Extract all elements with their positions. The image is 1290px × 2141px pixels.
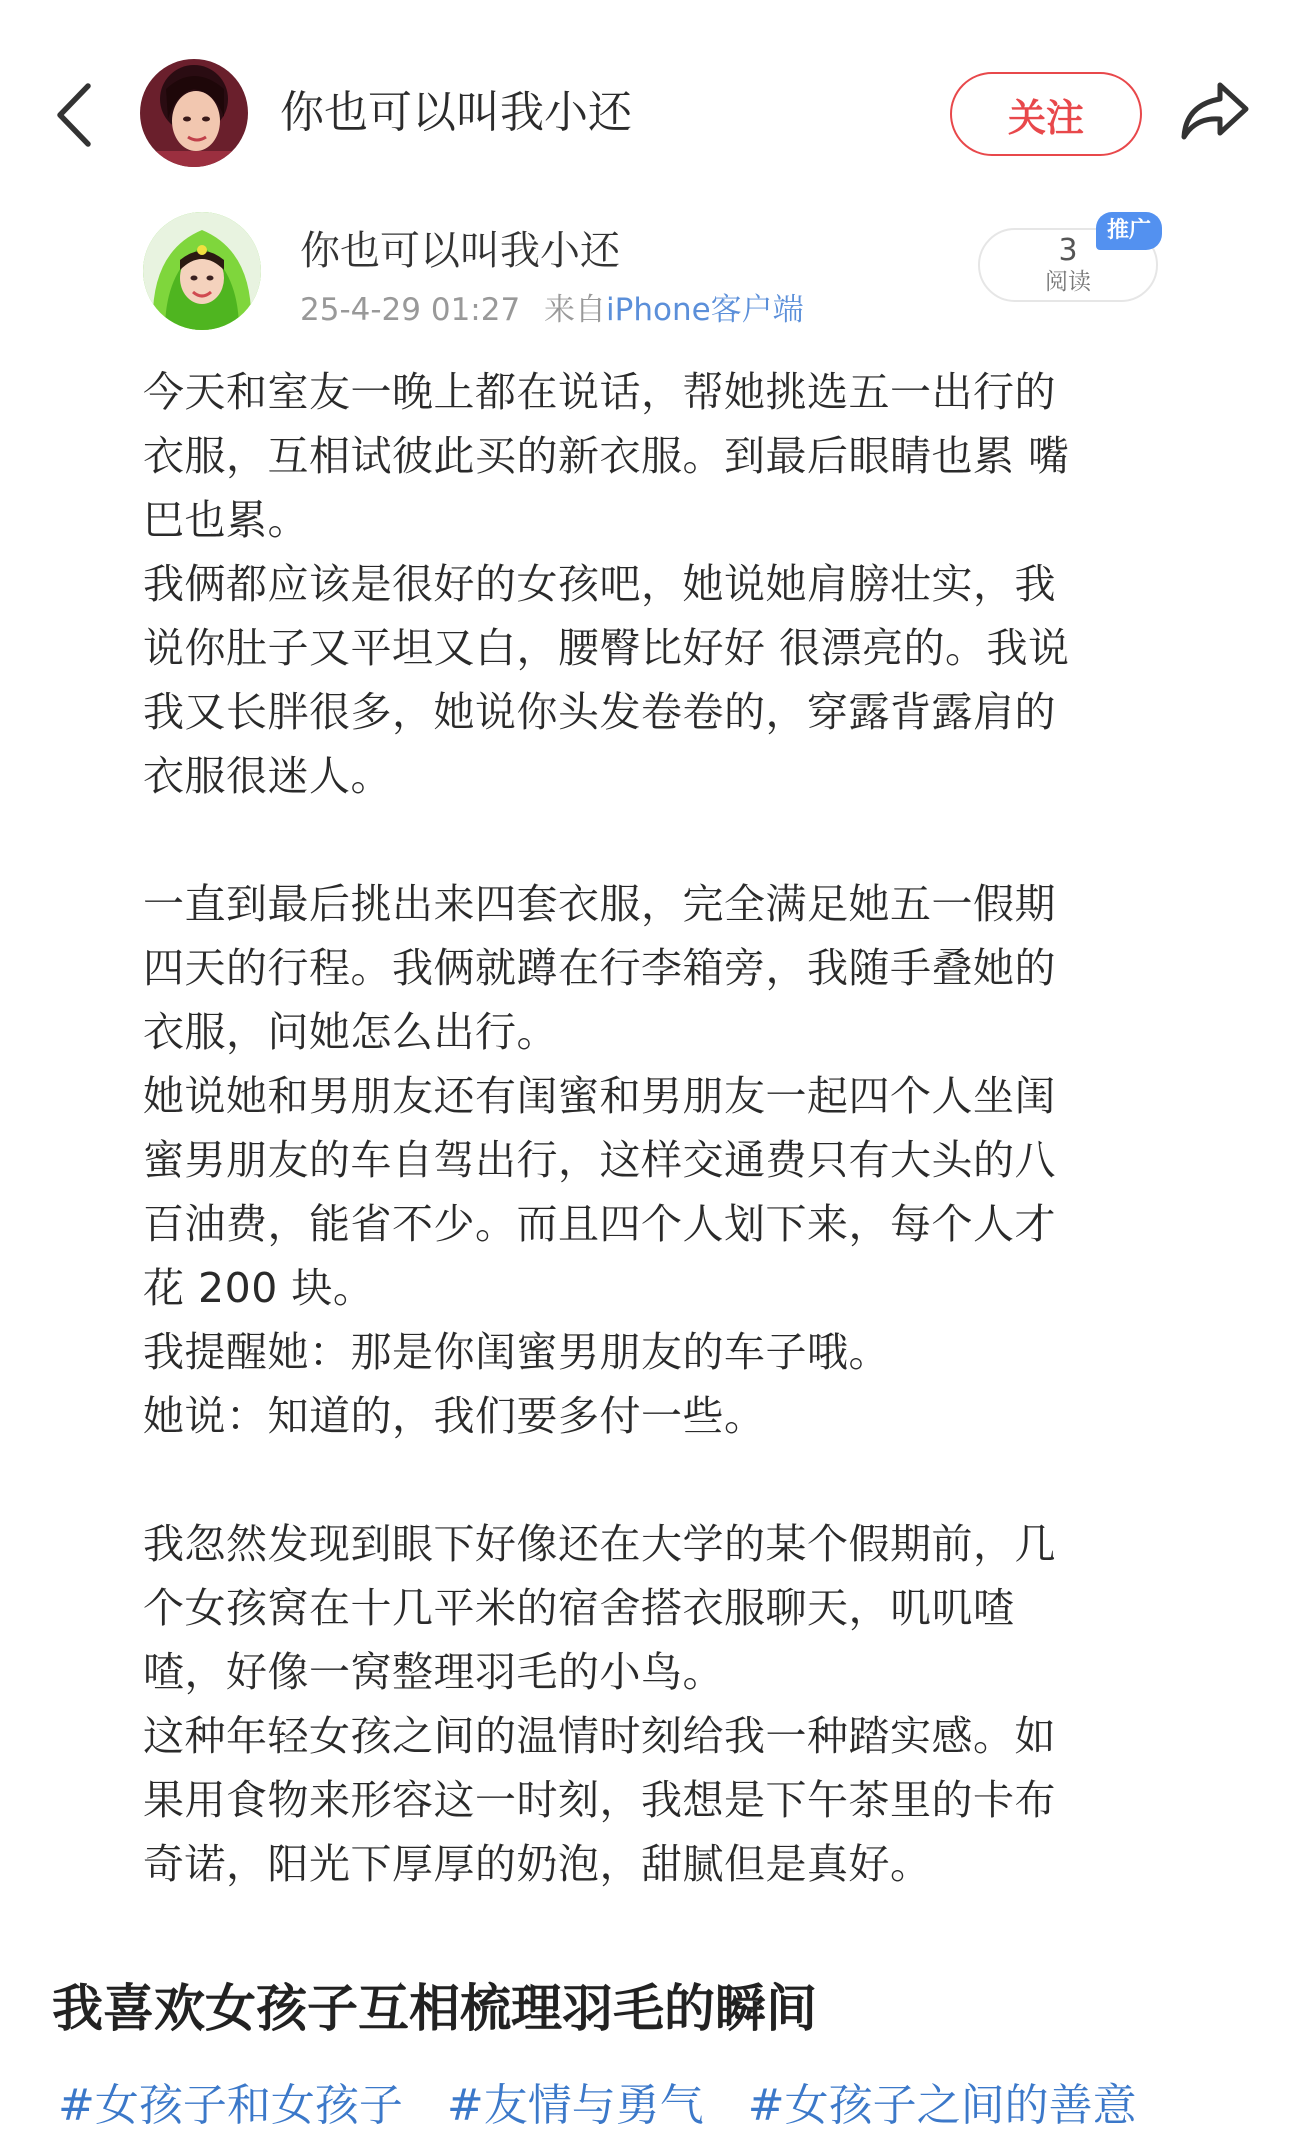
post-timestamp: 25-4-29 01:27 bbox=[300, 292, 521, 328]
share-button[interactable] bbox=[1178, 75, 1252, 149]
follow-button[interactable]: 关注 bbox=[950, 72, 1142, 156]
read-label: 阅读 bbox=[1045, 269, 1091, 295]
post-body bbox=[143, 360, 1148, 1896]
top-nav-bar bbox=[0, 0, 1290, 220]
author-name[interactable]: 你也可以叫我小还 bbox=[300, 228, 620, 274]
hashtag-link[interactable]: #女孩子之间的善意 bbox=[747, 2080, 1137, 2131]
post-paragraph: 今天和室友一晚上都在说话，帮她挑选五一出行的 衣服，互相试彼此买的新衣服。到最后眼睛也累 嘴 巴也累。 我俩都应该是很好的女孩吧，她说她肩膀壮实，我 说你肚子又平坦又白，腰臀比好好 很漂亮的。我说 我又长胖很多，她说你头发卷卷的，穿露背露肩的 衣服很迷人。 bbox=[143, 368, 1070, 800]
read-count: 3 bbox=[1058, 233, 1078, 268]
header-username[interactable]: 你也可以叫我小还 bbox=[280, 87, 632, 138]
post-source[interactable]: iPhone客户端 bbox=[606, 292, 804, 328]
hashtag-link[interactable]: #女孩子和女孩子 bbox=[58, 2080, 403, 2131]
topic-title: 我喜欢女孩子互相梳理羽毛的瞬间 bbox=[52, 1980, 818, 2039]
post-from-label: 来自 bbox=[544, 292, 607, 328]
paragraph-gap bbox=[143, 808, 1148, 872]
author-avatar[interactable] bbox=[143, 212, 261, 330]
paragraph-gap bbox=[143, 1448, 1148, 1512]
post-paragraph: 我忽然发现到眼下好像还在大学的某个假期前，几 个女孩窝在十几平米的宿舍搭衣服聊天，叽叽喳 喳，好像一窝整理羽毛的小鸟。 这种年轻女孩之间的温情时刻给我一种踏实感。如 果用食物来形容这一时刻，我想是下午茶里的卡布 奇诺，阳光下厚厚的奶泡，甜腻但是真好。 bbox=[143, 1520, 1056, 1888]
share-arrow-icon bbox=[1178, 75, 1252, 149]
post-paragraph: 一直到最后挑出来四套衣服，完全满足她五一假期 四天的行程。我俩就蹲在行李箱旁，我随手叠她的 衣服，问她怎么出行。 她说她和男朋友还有闺蜜和男朋友一起四个人坐闺 蜜男朋友的车自驾出行，这样交通费只有大头的八 百油费，能省不少。而且四个人划下来，每个人才 花 200 块。 我提醒她：那是你闺蜜男朋友的车子哦。 她说：知道的，我们要多付一些。 bbox=[143, 880, 1056, 1440]
hashtag-list bbox=[58, 2078, 1137, 2134]
back-button[interactable] bbox=[52, 80, 100, 150]
post-meta bbox=[300, 290, 804, 330]
promo-tag[interactable]: 推广 bbox=[1096, 212, 1162, 250]
header-avatar[interactable] bbox=[140, 59, 248, 167]
hashtag-link[interactable]: #友情与勇气 bbox=[446, 2080, 704, 2131]
back-arrow-icon bbox=[52, 80, 100, 150]
